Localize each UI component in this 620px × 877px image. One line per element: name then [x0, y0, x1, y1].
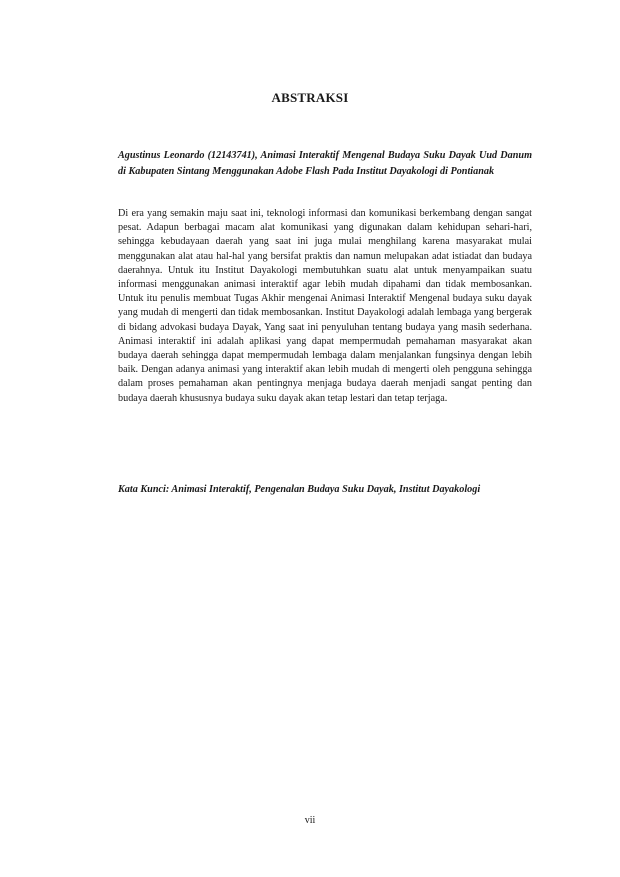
abstract-heading: Agustinus Leonardo (12143741), Animasi Interaktif Mengenal Budaya Suku Dayak Uud Danum di Kabupaten Sintang Menggunakan Adobe Flash Pada Institut Dayakologi di Pontianak [118, 150, 532, 177]
abstract-body: Di era yang semakin maju saat ini, teknologi informasi dan komunikasi berkembang dengan sangat pesat. Adapun berbagai macam alat komunikasi yang digunakan dalam kehidupan sehari-hari, sehingga kebudayaan daerah yang saat ini juga mulai menghilang karena masyarakat mulai menggunakan alat atau hal-hal yang bersifat praktis dan namun melupakan adat istiadat dan budaya daerahnya. Untuk itu Institut Dayakologi membutuhkan suatu alat untuk menyampaikan suatu informasi menggunakan animasi interaktif agar lebih mudah dipahami dan tidak membosankan. Untuk itu penulis membuat Tugas Akhir mengenai Animasi Interaktif Mengenal budaya suku dayak yang mudah di mengerti dan tidak membosankan. Institut Dayakologi adalah lembaga yang bergerak di bidang advokasi budaya Dayak, Yang saat ini penyuluhan tentang budaya yang masih sederhana. Animasi interaktif ini adalah aplikasi yang dapat mempermudah pemahaman masyarakat akan budaya daerah sehingga dapat mempermudah lembaga dalam menjalankan fungsinya dengan lebih baik. Dengan adanya animasi yang interaktif akan lebih mudah di mengerti oleh pengguna sehingga dalam proses pemahaman akan pentingnya menjaga budaya daerah menjadi sangat penting dan budaya daerah khususnya budaya suku dayak akan tetap lestari dan tetap terjaga. [118, 208, 532, 404]
keywords: Kata Kunci: Animasi Interaktif, Pengenalan Budaya Suku Dayak, Institut Dayakologi [118, 484, 481, 495]
page-title: ABSTRAKSI [271, 90, 349, 105]
page-number: vii [304, 815, 316, 826]
